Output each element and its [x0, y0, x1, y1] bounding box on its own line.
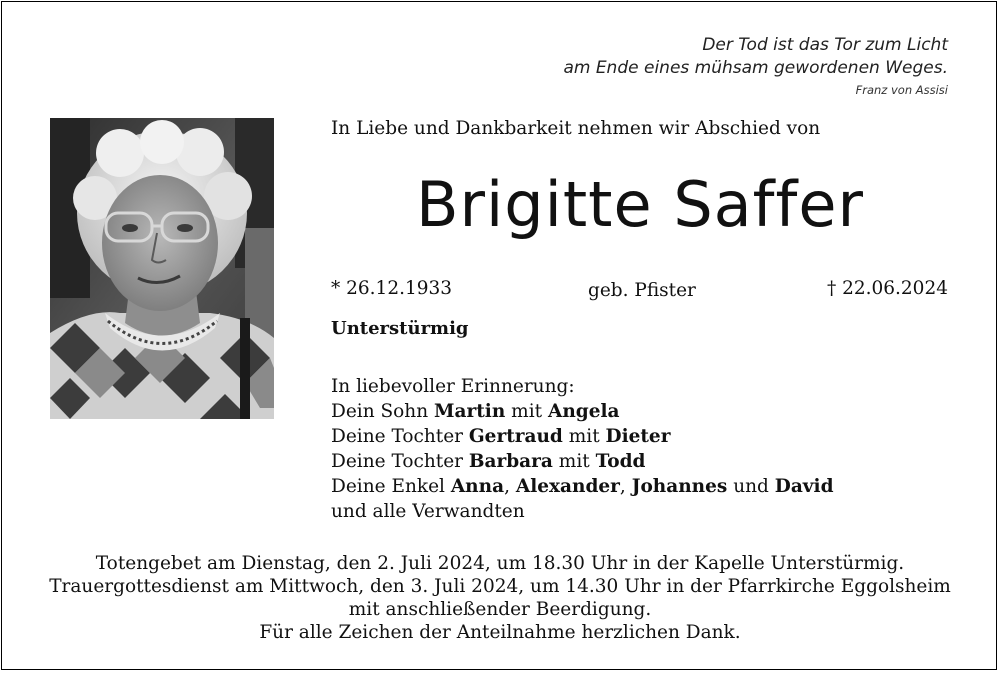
family-name: Todd: [595, 451, 646, 472]
intro-text: In Liebe und Dankbarkeit nehmen wir Abschied von: [331, 118, 821, 139]
mourners-list: [331, 374, 834, 524]
connector: mit: [568, 426, 600, 447]
epigraph-line-2: am Ende eines mühsam gewordenen Weges.: [563, 58, 948, 78]
connector: und: [733, 476, 769, 497]
relation-label: Deine Tochter: [331, 451, 463, 472]
relation-label: Deine Enkel: [331, 476, 445, 497]
connector: mit: [558, 451, 590, 472]
birth-date: * 26.12.1933: [331, 278, 453, 299]
funeral-mass-line: Trauergottesdienst am Mittwoch, den 3. Juli 2024, um 14.30 Uhr in der Pfarrkirche Eggolsheim: [49, 576, 951, 597]
deceased-name: Brigitte Saffer: [416, 168, 864, 241]
epigraph-line-1: Der Tod ist das Tor zum Licht: [702, 35, 948, 55]
family-name: Johannes: [631, 476, 728, 497]
family-name: Barbara: [468, 451, 553, 472]
epigraph-author: Franz von Assisi: [855, 83, 948, 97]
maiden-name: geb. Pfister: [588, 280, 696, 301]
mourner-daughter: [331, 424, 834, 449]
burial-line: mit anschließender Beerdigung.: [348, 599, 652, 620]
prayer-service-line: Totengebet am Dienstag, den 2. Juli 2024, um 18.30 Uhr in der Kapelle Unterstürmig.: [95, 553, 905, 574]
mourner-daughter: [331, 449, 834, 474]
family-name: Dieter: [605, 426, 671, 447]
mourners-heading: In liebevoller Erinnerung:: [331, 376, 575, 397]
family-name: David: [774, 476, 834, 497]
death-date: † 22.06.2024: [826, 278, 948, 299]
service-information: [0, 552, 1000, 644]
family-name: Anna: [450, 476, 505, 497]
relation-label: Deine Tochter: [331, 426, 463, 447]
family-name: Angela: [547, 401, 620, 422]
family-name: Alexander: [515, 476, 620, 497]
family-name: Martin: [434, 401, 506, 422]
family-name: Gertraud: [468, 426, 563, 447]
mourner-relatives: und alle Verwandten: [331, 501, 525, 522]
mourner-grandchildren: Deine Enkel Anna, Alexander, Johannes und David: [331, 476, 834, 497]
hometown: Unterstürmig: [331, 318, 469, 339]
thanks-line: Für alle Zeichen der Anteilnahme herzlichen Dank.: [259, 622, 741, 643]
connector: mit: [511, 401, 543, 422]
epigraph: [448, 34, 948, 97]
portrait-photo: [50, 118, 274, 419]
mourner-son: [331, 399, 834, 424]
relation-label: Dein Sohn: [331, 401, 429, 422]
